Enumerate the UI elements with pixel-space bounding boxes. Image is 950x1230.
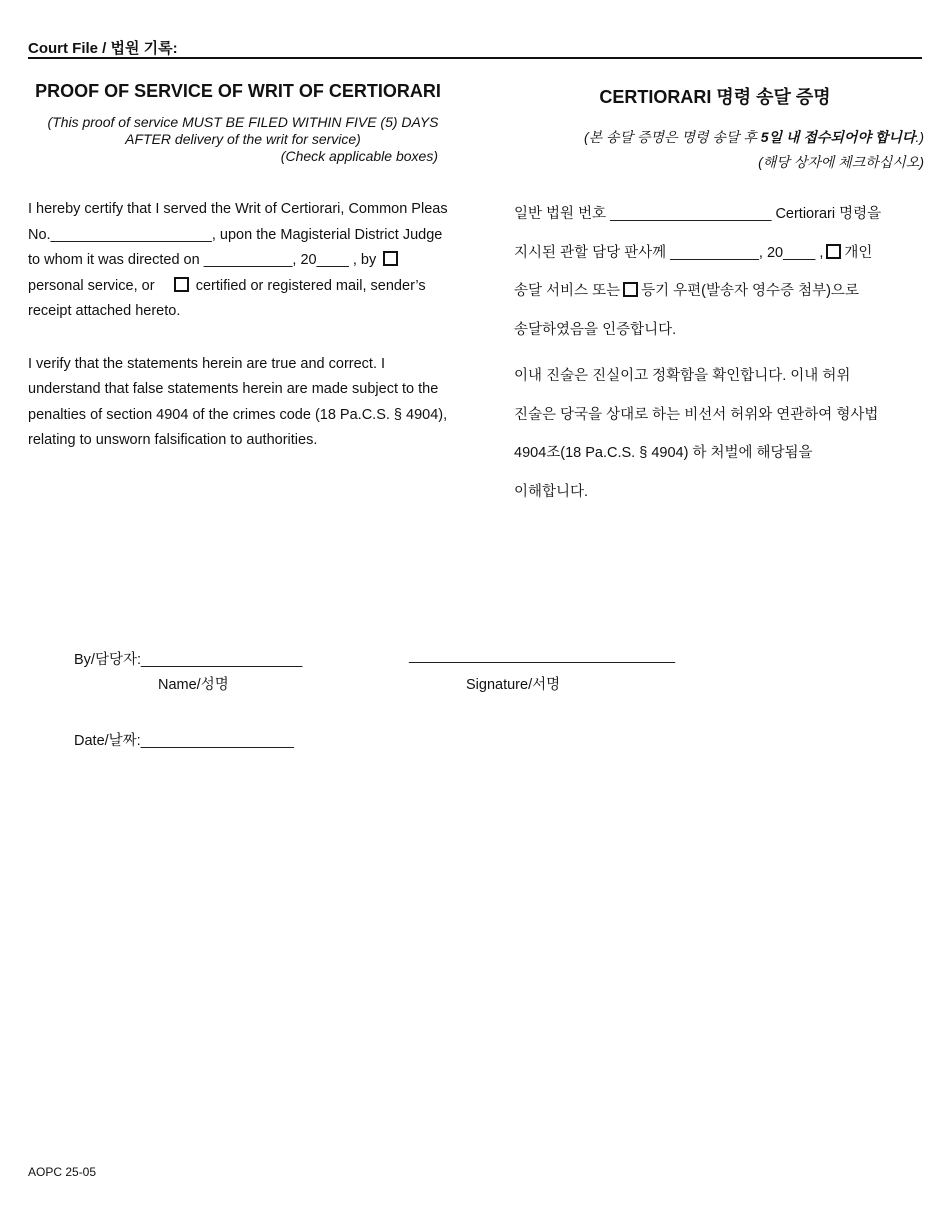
signature-field[interactable]: _________________________________ (409, 648, 676, 664)
korean-verify-paragraph (514, 357, 924, 511)
korean-body (514, 195, 924, 511)
korean-verify-line3: 4904조(18 Pa.C.S. § 4904) 하 처벌에 해당됨을 (514, 445, 813, 461)
english-body (28, 197, 448, 454)
by-field[interactable]: By/담당자:____________________ (74, 652, 303, 668)
english-certify-paragraph (28, 197, 448, 325)
korean-note-line2: (해당 상자에 체크하십시오) (758, 154, 924, 170)
korean-certify-line3: 송달 서비스 또는 (514, 283, 621, 299)
name-label: Name/성명 (158, 677, 229, 693)
korean-certify-line4: 송달하였음을 인증합니다. (514, 321, 677, 338)
korean-title: CERTIORARI 명령 송달 증명 (599, 87, 831, 107)
korean-verify-line2: 진술은 당국을 상대로 하는 비선서 허위와 연관하여 형사법 (514, 406, 879, 423)
korean-filing-note (514, 125, 924, 175)
korean-certified-mail-checkbox[interactable] (623, 282, 638, 297)
korean-verify-line1: 이내 진술은 진실이고 정확함을 확인합니다. 이내 허위 (514, 368, 851, 384)
personal-service-checkbox[interactable] (383, 251, 398, 266)
korean-certified-mail-label: 등기 우편(발송자 영수증 첨부)으로 (641, 283, 859, 299)
korean-personal-service-checkbox[interactable] (826, 244, 841, 259)
english-section (28, 80, 448, 454)
korean-note-bold: 5일 내 접수되어야 합니다 (760, 129, 916, 145)
english-title: PROOF OF SERVICE OF WRIT OF CERTIORARI (35, 81, 441, 101)
court-file-label: Court File / 법원 기록: (28, 40, 178, 57)
korean-certify-line1: 일반 법원 번호 ____________________ Certiorari 명령을 (514, 206, 882, 222)
form-code: AOPC 25-05 (28, 1165, 97, 1179)
korean-certify-paragraph (514, 195, 924, 349)
personal-service-label: personal service, or (28, 277, 155, 294)
korean-section (514, 86, 924, 511)
english-note-line1: (This proof of service MUST BE FILED WITHIN FIVE (5) DAYS AFTER delivery of the writ for service) (47, 114, 439, 147)
korean-note-text: (본 송달 증명은 명령 송달 후 (583, 129, 761, 145)
signature-label: Signature/서명 (466, 677, 561, 693)
certified-mail-label: certified or registered mail, sender’s receipt attached hereto. (28, 277, 426, 319)
english-note-line2: (Check applicable boxes) (280, 148, 438, 164)
english-filing-note (28, 114, 448, 165)
korean-verify-line4: 이해합니다. (514, 483, 589, 500)
english-verify-paragraph: I verify that the statements herein are true and correct. I understand that false statements herein are made subject to the penalties of section 4904 of the crimes code (18 Pa.C.S. § 4904), relating to unsworn falsification to authorities. (28, 355, 448, 448)
header-divider (28, 57, 922, 59)
korean-certify-line2: 지시된 관할 담당 판사께 ___________, 20____ , (514, 244, 824, 261)
korean-personal-service-label: 개인 (844, 244, 873, 261)
date-field[interactable]: Date/날짜:___________________ (74, 733, 294, 749)
korean-note-end: .) (915, 129, 924, 145)
certified-mail-checkbox[interactable] (174, 277, 189, 292)
english-certify-text: I hereby certify that I served the Writ of Certiorari, Common Pleas No.____________________, upon the Magisterial District Judge to whom it was directed on ___________, 20____ , by (28, 201, 448, 268)
korean-note-line1 (514, 125, 924, 150)
